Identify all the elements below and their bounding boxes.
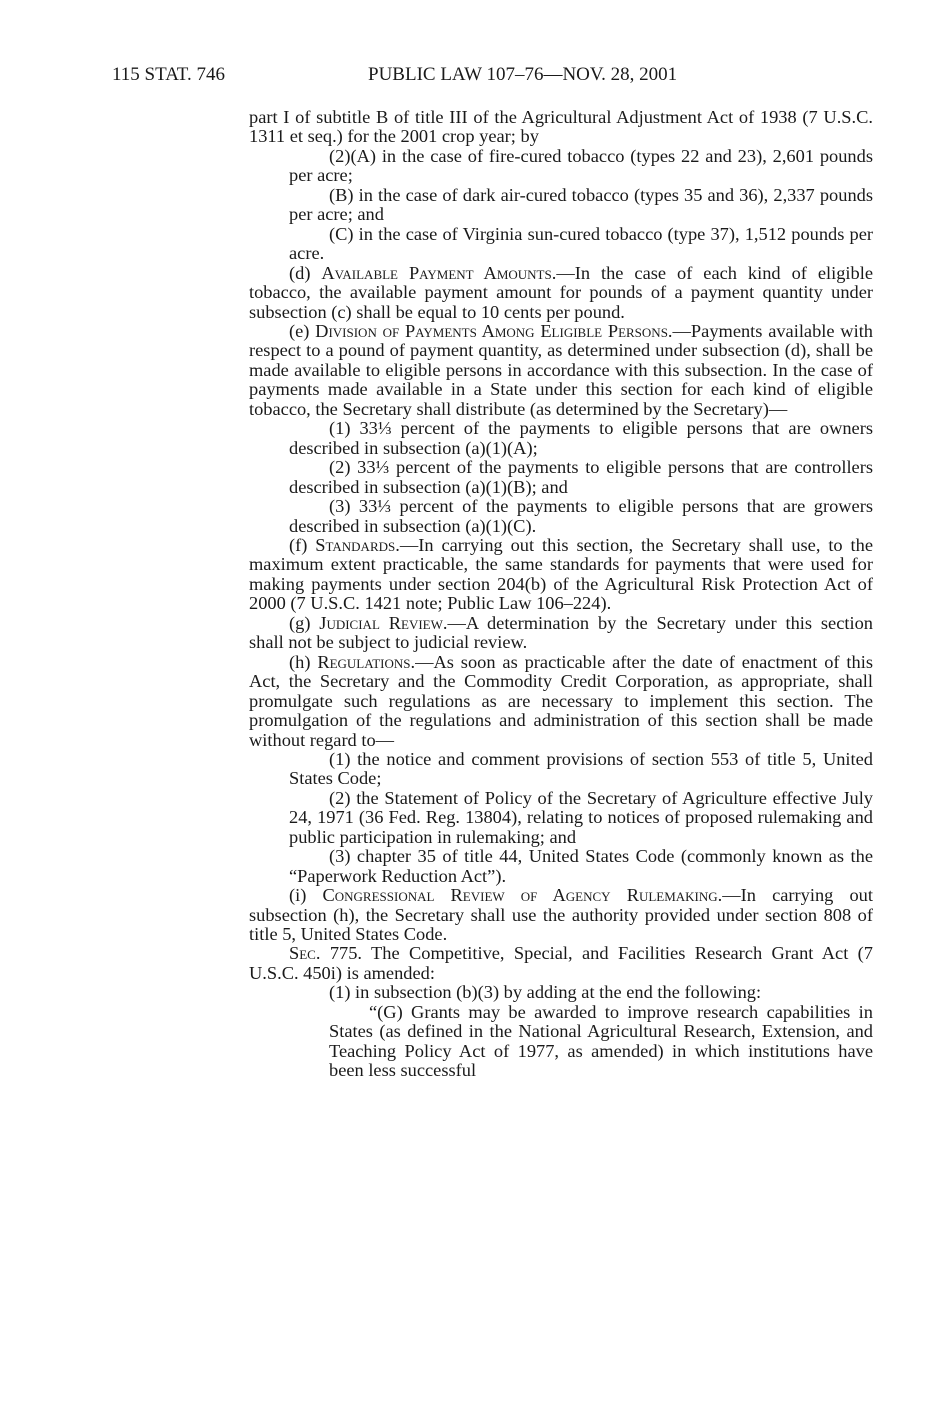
section-775 bbox=[249, 944, 873, 983]
paragraph-e3: (3) 33⅓ percent of the payments to eligible persons that are growers described in subsection (a)(1)(C). bbox=[289, 496, 873, 536]
subsection-e-text: —Payments available with respect to a pound of payment quantity, as determined under subsection (d), shall be made available to eligible persons in accordance with this subsection. In the case of payments made available in a State under this section for each kind of eligible tobacco, the Secretary shall distribute (as determined by the Secretary)— bbox=[249, 320, 874, 419]
paragraph-775-1: (1) in subsection (b)(3) by adding at the end the following: bbox=[329, 982, 762, 1003]
subsection-f bbox=[249, 536, 873, 614]
subsection-e-heading: Division of Payments Among Eligible Persons. bbox=[315, 320, 673, 341]
subsection-d-number: (d) bbox=[289, 262, 322, 283]
paragraph-2A: (2)(A) in the case of fire-cured tobacco (types 22 and 23), 2,601 pounds per acre; bbox=[289, 145, 873, 186]
paragraph-775-1-G: “(G) Grants may be awarded to improve research capabilities in States (as defined in the National Agricultural Research, Extension, and Teaching Policy Act of 1977, as amended) in which institutions have been less successful bbox=[329, 1001, 873, 1081]
subsection-d-heading: Available Payment Amounts. bbox=[321, 262, 557, 283]
subsection-i-heading: Congressional Review of Agency Rulemaking. bbox=[322, 885, 723, 906]
subsection-i-text: —In carrying out subsection (h), the Secretary shall use the authority provided under section 808 of title 5, United States Code. bbox=[249, 885, 873, 945]
section-775-text: 775. The Competitive, Special, and Facilities Research Grant Act (7 U.S.C. 450i) is amended: bbox=[249, 943, 873, 983]
subsection-g-heading: Judicial Review. bbox=[319, 612, 448, 633]
subsection-i bbox=[249, 886, 873, 944]
paragraph-h2: (2) the Statement of Policy of the Secretary of Agriculture effective July 24, 1971 (36 Fed. Reg. 13804), relating to notices of proposed rulemaking and public participation in rulemaking; and bbox=[289, 787, 873, 847]
subsection-h-heading: Regulations. bbox=[317, 651, 416, 672]
paragraph-e2: (2) 33⅓ percent of the payments to eligible persons that are controllers described in subsection (a)(1)(B); and bbox=[289, 457, 873, 497]
subsection-g-number: (g) bbox=[289, 612, 320, 633]
statute-page-reference: 115 STAT. 746 bbox=[112, 64, 226, 85]
subsection-d bbox=[249, 264, 873, 322]
paragraph-continuation: part I of subtitle B of title III of the Agricultural Adjustment Act of 1938 (7 U.S.C. 1311 et seq.) for the 2001 crop year; by bbox=[249, 107, 873, 147]
subsection-f-heading: Standards. bbox=[315, 534, 400, 555]
section-label: Sec. bbox=[289, 943, 321, 964]
subsection-i-number: (i) bbox=[289, 885, 323, 906]
subsection-h-number: (h) bbox=[289, 651, 318, 672]
subsection-h-text: —As soon as practicable after the date of enactment of this Act, the Secretary and the Commodity Credit Corporation, as appropriate, shall promulgate such regulations as are necessary to implement this section. The promulgation of the regulations and administration of this section shall be made without regard to— bbox=[249, 651, 873, 750]
paragraph-h1: (1) the notice and comment provisions of section 553 of title 5, United States Code; bbox=[289, 748, 873, 789]
subsection-e-number: (e) bbox=[289, 320, 316, 341]
public-law-reference: PUBLIC LAW 107–76—NOV. 28, 2001 bbox=[368, 64, 678, 85]
paragraph-2B: (B) in the case of dark air-cured tobacco (types 35 and 36), 2,337 pounds per acre; and bbox=[289, 184, 873, 225]
subsection-g bbox=[249, 614, 873, 653]
paragraph-e1: (1) 33⅓ percent of the payments to eligible persons that are owners described in subsection (a)(1)(A); bbox=[289, 418, 873, 458]
subsection-g-text: —A determination by the Secretary under this section shall not be subject to judicial review. bbox=[249, 612, 873, 653]
document-body bbox=[249, 108, 873, 1081]
subsection-f-text: —In carrying out this section, the Secretary shall use, to the maximum extent practicable, the same standards for payments that were used for making payments under section 204(b) of the Agricultural Risk Protection Act of 2000 (7 U.S.C. 1421 note; Public Law 106–224). bbox=[249, 534, 873, 614]
subsection-h bbox=[249, 653, 873, 750]
subsection-d-text: —In the case of each kind of eligible tobacco, the available payment amount for pounds of a payment quantity under subsection (c) shall be equal to 10 cents per pound. bbox=[249, 262, 873, 322]
paragraph-2C: (C) in the case of Virginia sun-cured tobacco (type 37), 1,512 pounds per acre. bbox=[289, 223, 873, 264]
subsection-e bbox=[249, 322, 873, 419]
paragraph-h3: (3) chapter 35 of title 44, United States Code (commonly known as the “Paperwork Reduction Act”). bbox=[289, 846, 873, 886]
subsection-f-number: (f) bbox=[289, 534, 316, 555]
